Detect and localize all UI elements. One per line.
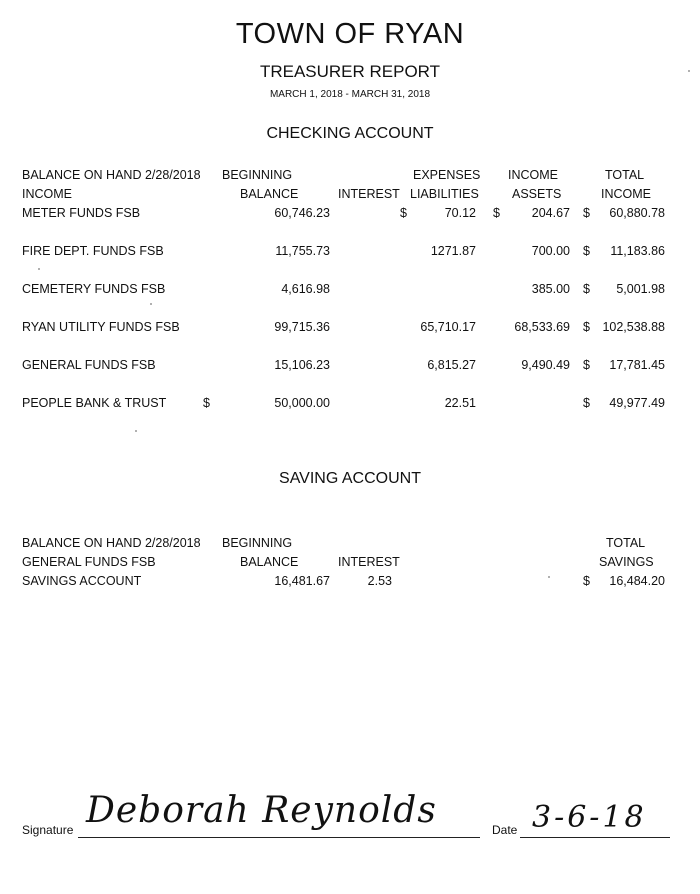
beginning-balance: 99,715.36	[274, 320, 330, 334]
total-income-header: INCOME	[601, 187, 651, 201]
income-label: INCOME	[22, 187, 72, 201]
total-header: TOTAL	[605, 168, 645, 182]
expenses-header: EXPENSES	[413, 168, 481, 182]
beginning-header: BEGINNING	[222, 168, 293, 182]
currency-sign: $	[203, 396, 210, 410]
income-value: 385.00	[531, 282, 570, 296]
account-name: GENERAL FUNDS FSB	[22, 358, 156, 372]
liabilities-header: LIABILITIES	[410, 187, 479, 201]
handwritten-signature: Deborah Reynolds	[86, 790, 437, 831]
expenses-value: 65,710.17	[420, 320, 476, 334]
currency-sign: $	[583, 320, 590, 334]
account-name: SAVINGS ACCOUNT	[22, 574, 142, 588]
beginning-balance: 4,616.98	[281, 282, 330, 296]
beginning-balance: 16,481.67	[274, 574, 330, 588]
signature-line	[78, 837, 480, 838]
currency-sign: $	[493, 206, 500, 220]
account-name: CEMETERY FUNDS FSB	[22, 282, 166, 296]
income-value: 204.67	[531, 206, 570, 220]
income-value: 700.00	[531, 244, 570, 258]
currency-sign: $	[583, 244, 590, 258]
interest-header: INTEREST	[338, 555, 400, 569]
total-value: 16,484.20	[609, 574, 665, 588]
total-value: 60,880.78	[609, 206, 665, 220]
report-title: TOWN OF RYAN	[235, 18, 465, 50]
expenses-value: 6,815.27	[427, 358, 476, 372]
assets-header: ASSETS	[512, 187, 562, 201]
balance-on-hand-label: BALANCE ON HAND 2/28/2018	[22, 536, 201, 550]
savings-header: SAVINGS	[599, 555, 654, 569]
total-value: 102,538.88	[602, 320, 665, 334]
total-value: 49,977.49	[609, 396, 665, 410]
total-value: 5,001.98	[616, 282, 665, 296]
saving-heading: SAVING ACCOUNT	[279, 470, 421, 487]
currency-sign: $	[583, 206, 590, 220]
general-funds-label: GENERAL FUNDS FSB	[22, 555, 156, 569]
balance-on-hand-label: BALANCE ON HAND 2/28/2018	[22, 168, 201, 182]
account-name: FIRE DEPT. FUNDS FSB	[22, 244, 164, 258]
scan-speck	[548, 576, 550, 578]
date-line	[520, 837, 670, 838]
income-value: 9,490.49	[521, 358, 570, 372]
beginning-balance: 60,746.23	[274, 206, 330, 220]
currency-sign: $	[400, 206, 407, 220]
income-header: INCOME	[508, 168, 558, 182]
balance-header: BALANCE	[240, 187, 299, 201]
beginning-balance: 15,106.23	[274, 358, 330, 372]
total-value: 17,781.45	[609, 358, 665, 372]
currency-sign: $	[583, 574, 590, 588]
account-name: RYAN UTILITY FUNDS FSB	[22, 320, 180, 334]
date-label: Date	[492, 823, 518, 837]
expenses-value: 22.51	[444, 396, 476, 410]
balance-header: BALANCE	[240, 555, 299, 569]
checking-heading: CHECKING ACCOUNT	[266, 125, 434, 142]
scan-speck	[688, 70, 690, 72]
total-value: 11,183.86	[610, 244, 665, 258]
interest-value: 2.53	[367, 574, 392, 588]
expenses-value: 70.12	[444, 206, 476, 220]
beginning-header: BEGINNING	[222, 536, 293, 550]
interest-header: INTEREST	[338, 187, 400, 201]
account-name: METER FUNDS FSB	[22, 206, 141, 220]
currency-sign: $	[583, 358, 590, 372]
income-value: 68,533.69	[514, 320, 570, 334]
scan-speck	[38, 268, 40, 270]
currency-sign: $	[583, 396, 590, 410]
total-header: TOTAL	[606, 536, 646, 550]
signature-label: Signature	[22, 823, 74, 837]
handwritten-date: 3-6-18	[532, 800, 647, 835]
beginning-balance: 50,000.00	[274, 396, 330, 410]
scan-speck	[135, 430, 137, 432]
account-name: PEOPLE BANK & TRUST	[22, 396, 167, 410]
beginning-balance: 11,755.73	[275, 244, 330, 258]
currency-sign: $	[583, 282, 590, 296]
report-subtitle: TREASURER REPORT	[259, 62, 441, 81]
report-period: MARCH 1, 2018 - MARCH 31, 2018	[269, 89, 431, 100]
expenses-value: 1271.87	[430, 244, 476, 258]
scan-speck	[150, 303, 152, 305]
